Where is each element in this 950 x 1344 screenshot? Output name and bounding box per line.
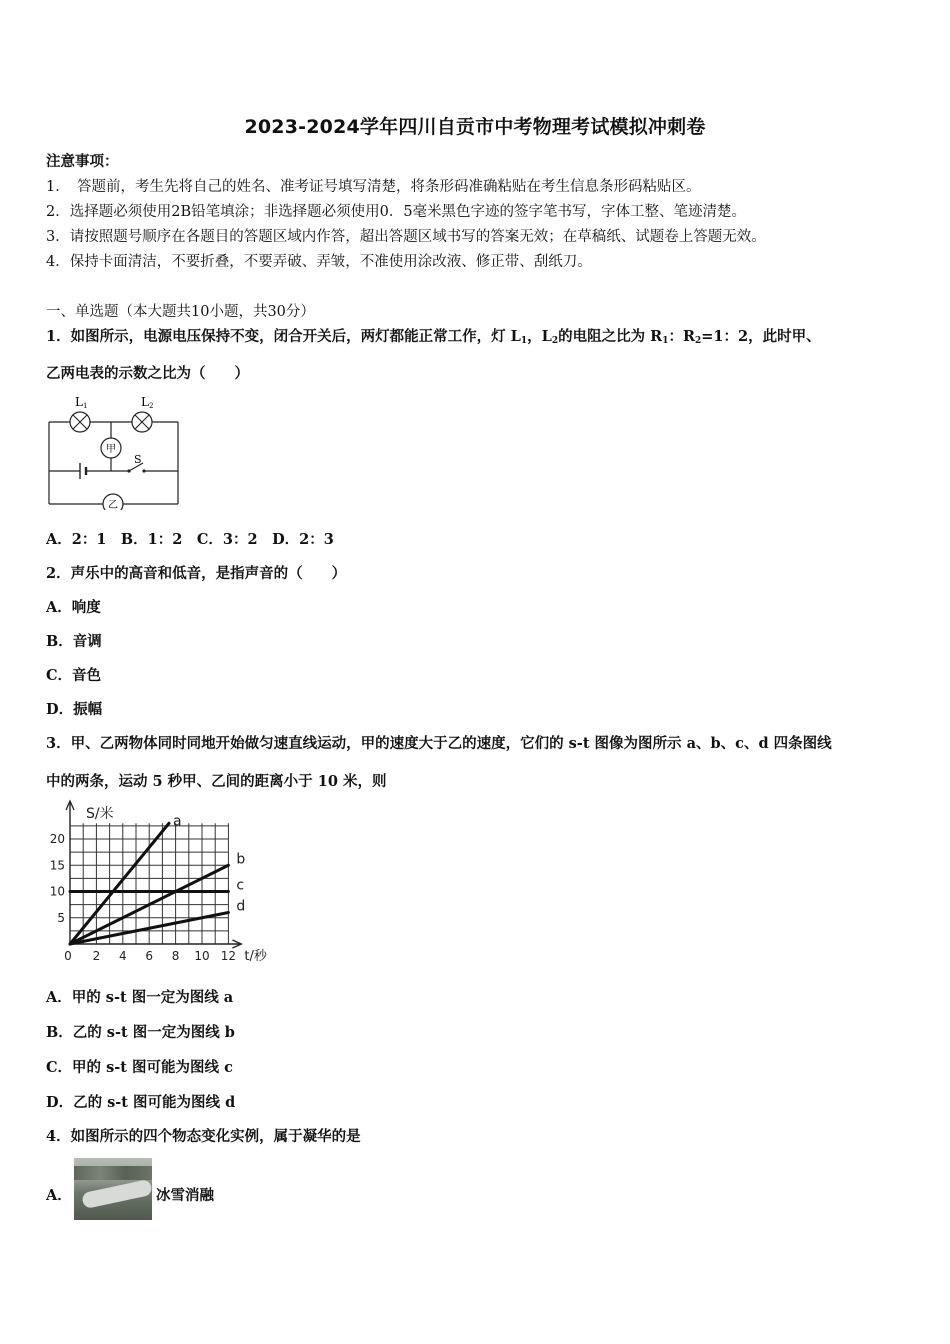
- q1-stem: 1．如图所示，电源电压保持不变，闭合开关后，两灯都能正常工作，灯 $L_1$，$L_2$的电阻之比为 $R_1$：$R_2=1$：2，此时甲、: [46, 328, 821, 346]
- meter-yi-label: 乙: [108, 500, 118, 510]
- notice-heading: 注意事项：: [46, 153, 119, 170]
- q1-stem-line2: 乙两电表的示数之比为（ ）: [46, 365, 249, 382]
- q2-option-d: D．振幅: [46, 701, 103, 718]
- q3-option-d: D．乙的 s-t 图可能为图线 d: [46, 1094, 236, 1111]
- q3-option-c: C．甲的 s-t 图可能为图线 c: [46, 1059, 233, 1076]
- label-l2: L2: [141, 395, 154, 410]
- x-tick-label: 0: [64, 949, 72, 963]
- y-tick-label: 20: [49, 832, 65, 846]
- section-heading: 一、单选题（本大题共10小题，共30分）: [46, 304, 315, 320]
- q3-option-a: A．甲的 s-t 图一定为图线 a: [46, 989, 234, 1006]
- notice-item-1: 1． 答题前，考生先将自己的姓名、准考证号填写清楚，将条形码准确粘贴在考生信息条形码粘贴区。: [46, 179, 701, 195]
- q2-option-c: C．音色: [46, 667, 102, 684]
- y-tick-label: 10: [49, 884, 65, 899]
- q1-options: A．2：1 B．1：2 C．3：2 D．2：3: [46, 531, 334, 548]
- exam-title: 2023-2024学年四川自贡市中考物理考试模拟冲刺卷: [244, 116, 706, 138]
- lamp-l1: [70, 412, 90, 432]
- notice-item-2: 2．选择题必须使用2B铅笔填涂；非选择题必须使用0．5毫米黑色字迹的签字笔书写，字体工整、笔迹清楚。: [46, 204, 747, 220]
- q4-stem: 4．如图所示的四个物态变化实例，属于凝华的是: [46, 1128, 361, 1145]
- x-tick-label: 6: [145, 949, 154, 963]
- x-tick-label: 12: [220, 949, 237, 963]
- q3-option-b: B．乙的 s-t 图一定为图线 b: [46, 1024, 235, 1041]
- q3-stem-line1: 3．甲、乙两物体同时同地开始做匀速直线运动，甲的速度大于乙的速度，它们的 s-t 图像为图所示 a、b、c、d 四条图线: [46, 735, 832, 752]
- y-tick-label: 5: [57, 910, 65, 925]
- x-tick-label: 10: [194, 949, 210, 963]
- x-tick-label: 8: [171, 949, 180, 963]
- battery-icon: [80, 463, 86, 479]
- series-label-b: b: [236, 851, 246, 868]
- notice-item-4: 4．保持卡面清洁，不要折叠，不要弄破、弄皱，不准使用涂改液、修正带、刮纸刀。: [46, 254, 592, 270]
- melting-snow-photo: [74, 1158, 152, 1220]
- st-graph: [44, 798, 284, 968]
- lamp-l2: [132, 412, 152, 432]
- label-switch: S: [134, 453, 142, 466]
- circuit-diagram: [44, 392, 184, 510]
- q4-option-a-text: 冰雪消融: [156, 1187, 214, 1204]
- q2-stem: 2．声乐中的高音和低音，是指声音的（ ）: [46, 565, 347, 582]
- x-tick-label: 4: [118, 949, 127, 963]
- q4-option-a-letter: A．: [46, 1187, 72, 1204]
- x-axis-label: t/秒: [244, 949, 267, 964]
- x-tick-label: 2: [92, 949, 101, 963]
- label-l1: L1: [75, 395, 88, 410]
- series-label-a: a: [173, 813, 182, 830]
- series-label-d: d: [236, 898, 246, 915]
- meter-jia-label: 甲: [106, 444, 116, 455]
- q2-option-a: A．响度: [46, 599, 101, 616]
- q2-option-b: B．音调: [46, 633, 102, 650]
- series-label-c: c: [236, 877, 245, 894]
- notice-item-3: 3．请按照题号顺序在各题目的答题区域内作答，超出答题区域书写的答案无效；在草稿纸、试题卷上答题无效。: [46, 229, 766, 245]
- q3-stem-line2: 中的两条，运动 5 秒甲、乙间的距离小于 10 米，则: [46, 773, 387, 790]
- y-tick-label: 15: [49, 858, 65, 873]
- y-axis-label: S/米: [86, 806, 114, 822]
